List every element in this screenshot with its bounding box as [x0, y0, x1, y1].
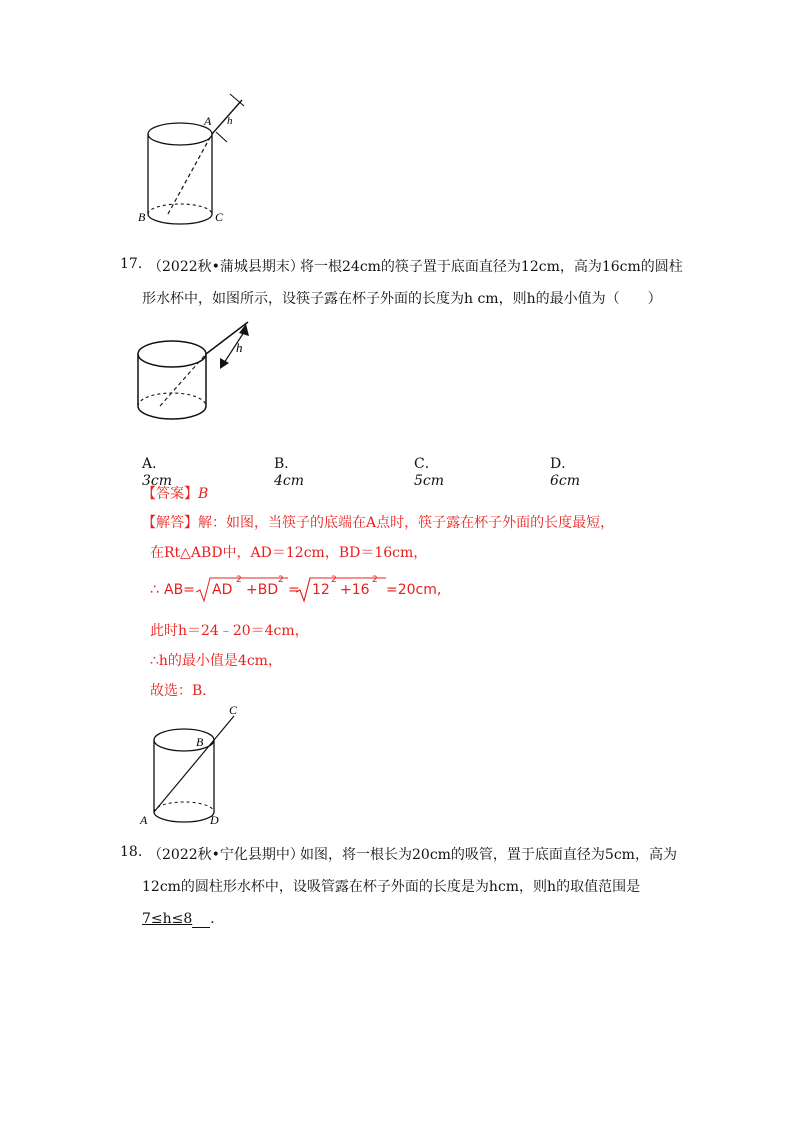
- solution-line-5: ∴h的最小值是4cm，: [150, 653, 282, 669]
- answer-value: B: [198, 486, 209, 502]
- option-c[interactable]: C．5cm: [414, 456, 445, 489]
- question-number: 18.: [120, 844, 143, 860]
- label-h: h: [236, 340, 243, 355]
- label-h: h: [227, 115, 233, 127]
- label-b: B: [196, 735, 204, 749]
- question-text-1: 如图，将一根长为20cm的吸管，置于底面直径为5cm，高为: [300, 847, 677, 863]
- question-text-1: 将一根24cm的筷子置于底面直径为12cm，高为16cm的圆柱: [300, 259, 683, 275]
- solution-line-2: 在Rt△ABD中，AD＝12cm，BD＝16cm，: [150, 545, 428, 561]
- label-b: B: [138, 210, 146, 224]
- cylinder-figure-top: [130, 92, 270, 227]
- question-number: 17.: [120, 256, 143, 272]
- answer-value: 7≤h≤8: [142, 911, 193, 927]
- label-c: C: [215, 210, 224, 224]
- question-source: （2022秋•宁化县期中）: [148, 847, 304, 863]
- question-source: （2022秋•蒲城县期末）: [148, 259, 304, 275]
- answer-blank: 7≤h≤8 ．: [142, 911, 225, 927]
- solution-line-4: 此时h＝24﹣20＝4cm，: [150, 623, 309, 639]
- label-c: C: [229, 703, 238, 717]
- answer-tag: 【答案】: [142, 486, 198, 502]
- answer-line: [142, 483, 208, 503]
- cylinder-figure-solution: [130, 700, 260, 830]
- solution-tag: 【解答】: [142, 515, 198, 531]
- label-a: A: [204, 114, 212, 128]
- label-d: D: [210, 813, 219, 827]
- option-a[interactable]: A．3cm: [142, 456, 173, 489]
- solution-line-6: 故选：B．: [150, 683, 217, 699]
- option-b[interactable]: B．4cm: [274, 456, 305, 489]
- question-text-2: 形水杯中，如图所示，设筷子露在杯子外面的长度为h cm，则h的最小值为（ ）: [142, 291, 662, 307]
- question-text-2: 12cm的圆柱形水杯中，设吸管露在杯子外面的长度是为hcm，则h的取值范围是: [142, 879, 641, 895]
- solution-line-1: 【解答】解：如图，当筷子的底端在A点时，筷子露在杯子外面的长度最短，: [142, 515, 615, 531]
- option-d[interactable]: D．6cm: [550, 456, 581, 489]
- cylinder-figure-q17: [130, 310, 265, 430]
- label-a: A: [140, 813, 148, 827]
